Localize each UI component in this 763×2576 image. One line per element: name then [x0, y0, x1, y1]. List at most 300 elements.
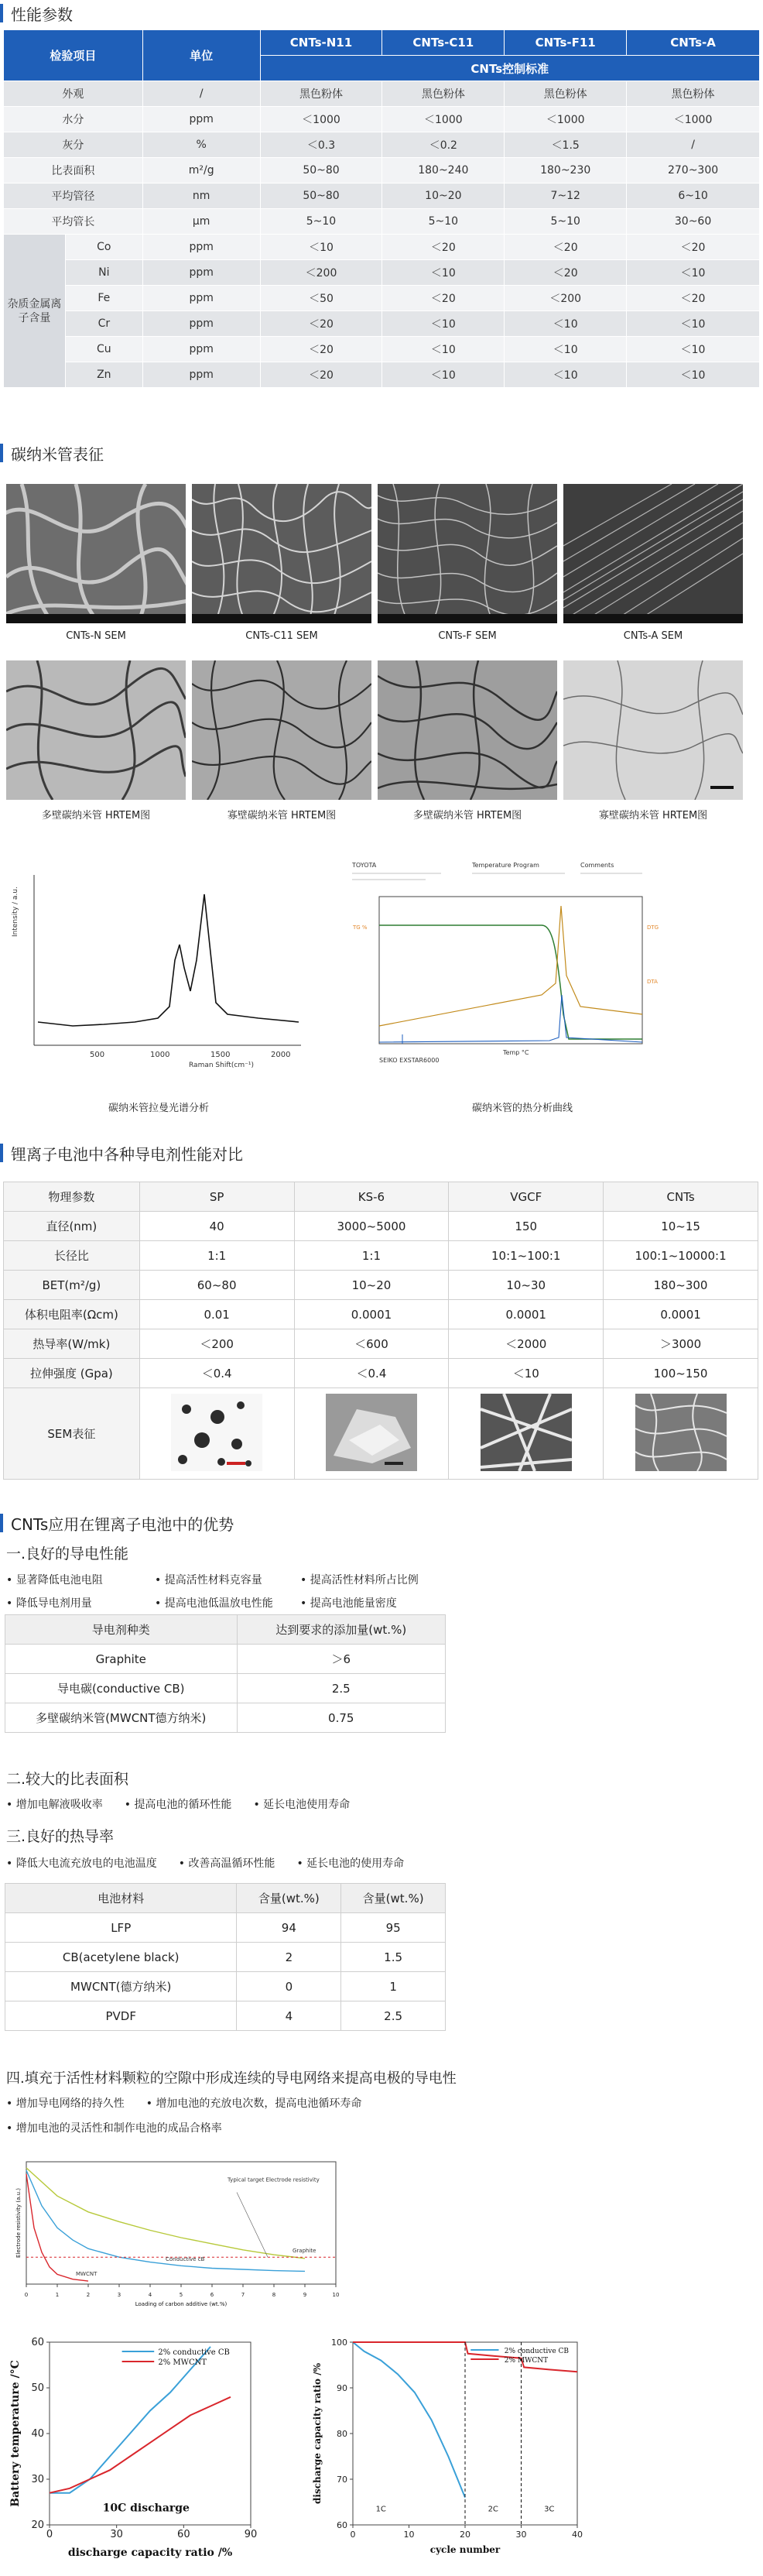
impurity-value: ＜10 — [260, 235, 382, 260]
impurity-value: ppm — [142, 286, 260, 311]
impurity-row — [4, 260, 760, 286]
param-name: 平均管径 — [4, 184, 143, 209]
cmp-header: VGCF — [449, 1182, 604, 1212]
param-value: 10~20 — [382, 184, 505, 209]
impurity-value: ＜20 — [505, 235, 627, 260]
sem-cell-cnts — [604, 1388, 758, 1480]
compare-cell: 3000~5000 — [294, 1212, 449, 1241]
tga-header: TOYOTA — [352, 862, 377, 869]
param-row — [4, 107, 760, 132]
impurity-row — [4, 362, 760, 388]
series-label: Conductive cB — [166, 2255, 205, 2262]
param-value: 30~60 — [627, 209, 760, 235]
series-label: MWCNT — [76, 2270, 98, 2277]
y-axis-label: Battery temperature /°C — [9, 2360, 22, 2507]
param-value: ＜0.3 — [260, 132, 382, 158]
sem-image-c11 — [192, 484, 371, 623]
x-tick-label: 2 — [86, 2292, 91, 2298]
x-tick-label: 60 — [177, 2529, 190, 2540]
battery-cell: PVDF — [5, 2001, 237, 2031]
sem-cell-ks6 — [294, 1388, 449, 1480]
param-value: nm — [142, 184, 260, 209]
impurity-value: ppm — [142, 337, 260, 362]
perf-section-title — [0, 2, 763, 25]
sub-heading-2: 二.较大的比表面积 — [6, 1771, 129, 1788]
impurity-value: ＜20 — [627, 235, 760, 260]
x-tick-label: 8 — [272, 2292, 276, 2298]
x-tick-label: 20 — [460, 2530, 470, 2540]
sem-ks6-image — [326, 1394, 417, 1471]
x-tick-label: 0 — [24, 2292, 29, 2298]
y-tick-label: 80 — [337, 2429, 347, 2439]
sem-cell-sp — [139, 1388, 294, 1480]
battery-row — [5, 1972, 446, 2001]
compare-cell: 热导率(W/mk) — [4, 1329, 140, 1359]
y-axis-label: Electrode resistivity (a.u.) — [15, 2187, 22, 2259]
impurity-value: ＜10 — [505, 311, 627, 337]
hrtem-caption: 多壁碳纳米管 HRTEM图 — [412, 810, 522, 822]
tga-header: Comments — [580, 862, 614, 869]
x-tick-label: 5 — [179, 2292, 183, 2298]
sem-caption: CNTs-A SEM — [623, 630, 683, 642]
compare-row — [4, 1271, 758, 1300]
param-value: / — [142, 81, 260, 107]
tga-brand: SEIKO EXSTAR6000 — [379, 1057, 440, 1064]
compare-cell: 180~300 — [604, 1271, 758, 1300]
impurity-value: ＜20 — [382, 286, 505, 311]
battery-row — [5, 1913, 446, 1943]
y-tick-label: 60 — [337, 2520, 347, 2530]
param-value: ＜0.2 — [382, 132, 505, 158]
h-unit: 单位 — [142, 30, 260, 81]
cmp-header: CNTs — [604, 1182, 758, 1212]
title-bar — [0, 1514, 3, 1532]
impurity-row — [4, 337, 760, 362]
compare-cell: BET(m²/g) — [4, 1271, 140, 1300]
impurity-value: ＜10 — [382, 311, 505, 337]
battery-cell: CB(acetylene black) — [5, 1943, 237, 1972]
y-tick-label: 70 — [337, 2475, 347, 2485]
param-value: 7~12 — [505, 184, 627, 209]
impurity-value: ppm — [142, 362, 260, 388]
battery-cell: LFP — [5, 1913, 237, 1943]
battery-header: 含量(wt.%) — [341, 1884, 446, 1913]
x-tick-label: 40 — [572, 2530, 583, 2540]
bullet-item: • 改善高温循环性能 — [178, 1857, 275, 1870]
battery-row — [5, 1943, 446, 1972]
raman-tick: 1500 — [210, 1051, 231, 1059]
legend-label: 2% conductive CB — [158, 2348, 230, 2357]
impurity-value: ＜10 — [382, 362, 505, 388]
bullet-item: • 增加电池的灵活性和制作电池的成品合格率 — [6, 2122, 222, 2135]
tga-xlabel: Temp °C — [503, 1049, 529, 1056]
y-axis-label: discharge capacity ratio /% — [312, 2362, 323, 2505]
sem-sp-image — [171, 1394, 262, 1471]
perf-title: 性能参数 — [11, 5, 73, 24]
resistivity-chart — [15, 2152, 340, 2307]
y-tick-label: 30 — [31, 2474, 44, 2485]
compare-cell: 10~30 — [449, 1271, 604, 1300]
param-row — [4, 132, 760, 158]
cmp-header: KS-6 — [294, 1182, 449, 1212]
compare-row — [4, 1241, 758, 1271]
impurity-value: ppm — [142, 260, 260, 286]
param-value: / — [627, 132, 760, 158]
impurity-row — [4, 235, 760, 260]
param-value: 50~80 — [260, 158, 382, 184]
impurity-value: ＜20 — [382, 235, 505, 260]
param-value: m²/g — [142, 158, 260, 184]
bullet-item: • 提高活性材料所占比例 — [300, 1574, 419, 1586]
param-value: 黑色粉体 — [382, 81, 505, 107]
bullet-item: • 提高活性材料克容量 — [155, 1574, 262, 1586]
bullet-list-1 — [6, 1572, 470, 1610]
compare-row — [4, 1212, 758, 1241]
h-col: CNTs-C11 — [382, 30, 505, 56]
param-value: 5~10 — [505, 209, 627, 235]
sem-image-n — [6, 484, 186, 623]
hrtem-image-3 — [378, 660, 557, 800]
param-row — [4, 81, 760, 107]
chart-title: 10C discharge — [102, 2502, 190, 2515]
sem-cell-vgcf — [449, 1388, 604, 1480]
impurity-row — [4, 311, 760, 337]
hrtem-caption: 寡壁碳纳米管 HRTEM图 — [598, 810, 708, 822]
compare-cell: 10:1~100:1 — [449, 1241, 604, 1271]
param-name: 灰分 — [4, 132, 143, 158]
hrtem-caption: 寡壁碳纳米管 HRTEM图 — [227, 810, 337, 822]
bullet-list-3 — [6, 1855, 426, 1871]
plot-frame — [50, 2342, 251, 2525]
bullet-item: • 提高电池低温放电性能 — [155, 1597, 273, 1610]
sem-caption: CNTs-C11 SEM — [245, 630, 318, 642]
impurity-value: ＜200 — [260, 260, 382, 286]
battery-header: 含量(wt.%) — [237, 1884, 341, 1913]
title-bar — [0, 4, 3, 22]
impurity-value: ＜20 — [627, 286, 760, 311]
raman-spectrum — [11, 867, 305, 1068]
y-tick-label: 20 — [31, 2519, 44, 2531]
h-std: CNTs控制标准 — [260, 56, 759, 81]
x-tick-label: 3 — [117, 2292, 121, 2298]
y-tick-label: 50 — [31, 2382, 44, 2394]
series-line — [50, 2397, 231, 2493]
additive-cell: 0.75 — [237, 1703, 446, 1733]
legend-label: 2% conductive CB — [504, 2348, 570, 2355]
hrtem-image-1 — [6, 660, 186, 800]
compare-table — [3, 1182, 758, 1480]
param-name: 水分 — [4, 107, 143, 132]
sub-heading-3: 三.良好的热导率 — [6, 1828, 115, 1845]
additive-header: 达到要求的添加量(wt.%) — [237, 1615, 446, 1645]
impurity-value: ＜10 — [627, 260, 760, 286]
impurity-value: ＜10 — [627, 337, 760, 362]
additive-row — [5, 1645, 446, 1674]
battery-header: 电池材料 — [5, 1884, 237, 1913]
cmp-header: SP — [139, 1182, 294, 1212]
battery-cell: 2.5 — [341, 2001, 446, 2031]
compare-cell: 40 — [139, 1212, 294, 1241]
param-value: 5~10 — [382, 209, 505, 235]
x-tick-label: 4 — [148, 2292, 152, 2298]
y-tick-label: 90 — [337, 2383, 347, 2393]
title-bar — [0, 444, 3, 462]
impurity-value: Cr — [65, 311, 142, 337]
impurity-value: ppm — [142, 235, 260, 260]
param-row — [4, 158, 760, 184]
impurity-value: ＜10 — [382, 337, 505, 362]
param-value: 180~230 — [505, 158, 627, 184]
sub-heading-1: 一.良好的导电性能 — [6, 1545, 129, 1562]
battery-cell: 1 — [341, 1972, 446, 2001]
char-title: 碳纳米管表征 — [11, 444, 104, 464]
raman-tick: 500 — [90, 1051, 105, 1059]
bullet-list-2 — [6, 1796, 371, 1812]
param-value: ＜1000 — [505, 107, 627, 132]
cycle-chart — [310, 2334, 588, 2559]
adv-title: CNTs应用在锂离子电池中的优势 — [11, 1514, 234, 1534]
adv-section-title — [0, 1511, 763, 1535]
bullet-item: • 降低大电流充放电的电池温度 — [6, 1857, 157, 1870]
bullet-item: • 延长电池使用寿命 — [253, 1799, 351, 1811]
bullet-item: • 显著降低电池电阻 — [6, 1574, 103, 1586]
legend-label: 2% MWCNT — [504, 2357, 549, 2365]
compare-cell: ＜0.4 — [139, 1359, 294, 1388]
compare-cell: 拉伸强度 (Gpa) — [4, 1359, 140, 1388]
svg-text:TG %: TG % — [353, 924, 368, 931]
impurity-value: Cu — [65, 337, 142, 362]
region-label: 3C — [544, 2505, 555, 2514]
additive-cell: 导电碳(conductive CB) — [5, 1674, 238, 1703]
x-axis-label: Loading of carbon additive (wt.%) — [135, 2301, 228, 2307]
impurity-value: Fe — [65, 286, 142, 311]
region-label: 2C — [488, 2505, 498, 2514]
additive-header: 导电剂种类 — [5, 1615, 238, 1645]
impurity-value: ppm — [142, 311, 260, 337]
impurity-value: ＜20 — [260, 337, 382, 362]
x-tick-label: 0 — [46, 2529, 53, 2540]
region-label: 1C — [375, 2505, 386, 2514]
raman-tick: 1000 — [150, 1051, 170, 1059]
x-tick-label: 30 — [110, 2529, 123, 2540]
x-tick-label: 7 — [241, 2292, 245, 2298]
impurity-value: Zn — [65, 362, 142, 388]
bullet-item: • 降低导电剂用量 — [6, 1597, 92, 1610]
compare-cell: 体积电阻率(Ωcm) — [4, 1300, 140, 1329]
x-tick-label: 10 — [403, 2530, 415, 2540]
bullet-item: • 提高电池的循环性能 — [124, 1799, 232, 1811]
x-tick-label: 6 — [210, 2292, 214, 2298]
compare-cell: ＜600 — [294, 1329, 449, 1359]
param-value: 270~300 — [627, 158, 760, 184]
annotation-leader — [237, 2193, 268, 2258]
cmp-sem-label: SEM表征 — [4, 1388, 140, 1480]
impurity-label: 杂质金属离子含量 — [4, 235, 66, 388]
bullet-item: • 提高电池能量密度 — [300, 1597, 397, 1610]
cmp-title: 锂离子电池中各种导电剂性能对比 — [11, 1144, 243, 1164]
battery-cell: 1.5 — [341, 1943, 446, 1972]
param-value: μm — [142, 209, 260, 235]
compare-cell: 直径(nm) — [4, 1212, 140, 1241]
tga-chart — [348, 859, 681, 1076]
param-value: % — [142, 132, 260, 158]
compare-cell: 10~20 — [294, 1271, 449, 1300]
tga-caption: 碳纳米管的热分析曲线 — [471, 1103, 573, 1114]
raman-xlabel: Raman Shift(cm⁻¹) — [189, 1062, 254, 1068]
compare-cell: 0.0001 — [604, 1300, 758, 1329]
compare-row — [4, 1300, 758, 1329]
battery-cell: 4 — [237, 2001, 341, 2031]
impurity-row — [4, 286, 760, 311]
battery-table — [5, 1883, 446, 2031]
impurity-value: ＜50 — [260, 286, 382, 311]
battery-cell: 94 — [237, 1913, 341, 1943]
sem-cnts-image — [635, 1394, 727, 1471]
bullet-item: • 增加导电网络的持久性 — [6, 2098, 125, 2110]
cmp-header: 物理参数 — [4, 1182, 140, 1212]
h-col: CNTs-N11 — [260, 30, 382, 56]
tga-header: Temperature Program — [472, 862, 539, 869]
impurity-value: ＜10 — [505, 362, 627, 388]
compare-cell: ＜10 — [449, 1359, 604, 1388]
x-axis-label: discharge capacity ratio /% — [67, 2547, 233, 2559]
hrtem-image-4 — [563, 660, 743, 800]
bullet-list-4 — [6, 2095, 548, 2135]
y-tick-label: 40 — [31, 2428, 44, 2440]
compare-cell: 1:1 — [294, 1241, 449, 1271]
param-value: 6~10 — [627, 184, 760, 209]
x-tick-label: 1 — [55, 2292, 60, 2298]
impurity-value: ＜20 — [260, 362, 382, 388]
compare-cell: ＜2000 — [449, 1329, 604, 1359]
compare-cell: 10~15 — [604, 1212, 758, 1241]
sub-heading-4: 四.填充于活性材料颗粒的空隙中形成连续的导电网络来提高电极的导电性 — [6, 2070, 457, 2087]
svg-text:DTA: DTA — [647, 979, 658, 985]
additive-table — [5, 1614, 446, 1733]
sem-image-a — [563, 484, 743, 623]
compare-cell: 60~80 — [139, 1271, 294, 1300]
additive-cell: 多壁碳纳米管(MWCNT德方纳米) — [5, 1703, 238, 1733]
x-tick-label: 10 — [332, 2292, 340, 2298]
hrtem-caption: 多壁碳纳米管 HRTEM图 — [41, 810, 151, 822]
compare-cell: ＜0.4 — [294, 1359, 449, 1388]
series-line — [50, 2347, 210, 2493]
bullet-item: • 延长电池的使用寿命 — [296, 1857, 405, 1870]
x-tick-label: 30 — [515, 2530, 527, 2540]
bullet-item: • 增加电解液吸收率 — [6, 1799, 103, 1811]
battery-cell: 95 — [341, 1913, 446, 1943]
param-value: ＜1000 — [260, 107, 382, 132]
sem-image-f — [378, 484, 557, 623]
additive-row — [5, 1703, 446, 1733]
legend-label: 2% MWCNT — [158, 2358, 207, 2367]
hrtem-image-2 — [192, 660, 371, 800]
x-tick-label: 0 — [350, 2530, 356, 2540]
char-section-title — [0, 441, 763, 465]
battery-cell: 2 — [237, 1943, 341, 1972]
x-tick-label: 90 — [244, 2529, 258, 2540]
additive-cell: ＞6 — [237, 1645, 446, 1674]
impurity-value: Ni — [65, 260, 142, 286]
param-value: ＜1000 — [382, 107, 505, 132]
series-line — [353, 2342, 465, 2498]
impurity-value: ＜10 — [505, 337, 627, 362]
compare-cell: 100:1~10000:1 — [604, 1241, 758, 1271]
bullet-item: • 增加电池的充放电次数，提高电池循环寿命 — [145, 2098, 362, 2110]
param-table — [3, 29, 760, 388]
h-col: CNTs-A — [627, 30, 760, 56]
sem-caption: CNTs-F SEM — [438, 630, 497, 642]
param-name: 比表面积 — [4, 158, 143, 184]
title-bar — [0, 1144, 3, 1162]
param-value: ＜1000 — [627, 107, 760, 132]
impurity-value: ＜10 — [627, 362, 760, 388]
h-col: CNTs-F11 — [505, 30, 627, 56]
battery-row — [5, 2001, 446, 2031]
impurity-value: ＜20 — [260, 311, 382, 337]
x-tick-label: 9 — [303, 2292, 307, 2298]
sem-caption: CNTs-N SEM — [66, 630, 126, 642]
param-value: 黑色粉体 — [627, 81, 760, 107]
svg-text:DTG: DTG — [647, 924, 659, 931]
y-tick-label: 60 — [31, 2337, 44, 2348]
param-value: ppm — [142, 107, 260, 132]
impurity-value: ＜10 — [627, 311, 760, 337]
additive-cell: 2.5 — [237, 1674, 446, 1703]
sem-vgcf-image — [481, 1394, 572, 1471]
param-name: 外观 — [4, 81, 143, 107]
impurity-value: Co — [65, 235, 142, 260]
y-tick-label: 100 — [331, 2338, 347, 2348]
compare-cell: ＞3000 — [604, 1329, 758, 1359]
impurity-value: ＜200 — [505, 286, 627, 311]
param-value: 50~80 — [260, 184, 382, 209]
h-item: 检验项目 — [4, 30, 143, 81]
raman-tick: 2000 — [271, 1051, 291, 1059]
impurity-value: ＜10 — [382, 260, 505, 286]
compare-cell: 100~150 — [604, 1359, 758, 1388]
compare-cell: 长径比 — [4, 1241, 140, 1271]
compare-cell: 150 — [449, 1212, 604, 1241]
cmp-section-title — [0, 1141, 763, 1165]
raman-ylabel: Intensity / a.u. — [12, 887, 19, 937]
param-name: 平均管长 — [4, 209, 143, 235]
compare-cell: 1:1 — [139, 1241, 294, 1271]
annotation-text: Typical target Electrode resistivity — [228, 2176, 320, 2183]
compare-cell: 0.0001 — [449, 1300, 604, 1329]
compare-cell: ＜200 — [139, 1329, 294, 1359]
series-label: Graphite — [293, 2247, 316, 2254]
param-value: ＜1.5 — [505, 132, 627, 158]
compare-row — [4, 1359, 758, 1388]
param-value: 5~10 — [260, 209, 382, 235]
param-row — [4, 184, 760, 209]
raman-caption: 碳纳米管拉曼光谱分析 — [108, 1103, 209, 1114]
additive-cell: Graphite — [5, 1645, 238, 1674]
param-value: 180~240 — [382, 158, 505, 184]
compare-cell: 0.01 — [139, 1300, 294, 1329]
param-row — [4, 209, 760, 235]
param-value: 黑色粉体 — [260, 81, 382, 107]
param-value: 黑色粉体 — [505, 81, 627, 107]
additive-row — [5, 1674, 446, 1703]
battery-cell: 0 — [237, 1972, 341, 2001]
compare-row — [4, 1329, 758, 1359]
x-axis-label: cycle number — [429, 2544, 501, 2555]
battery-cell: MWCNT(德方纳米) — [5, 1972, 237, 2001]
compare-cell: 0.0001 — [294, 1300, 449, 1329]
impurity-value: ＜20 — [505, 260, 627, 286]
